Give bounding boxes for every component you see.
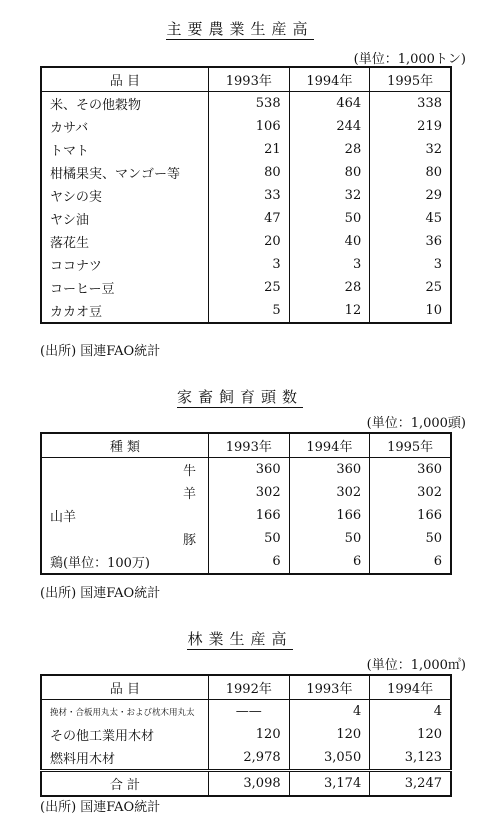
cell-value: 80 (289, 161, 370, 184)
table1-row (41, 253, 451, 276)
cell-value: 80 (370, 161, 451, 184)
cell-value: 12 (289, 299, 370, 323)
row-label: カカオ豆 (50, 305, 103, 320)
table3-header: 1992年 (209, 675, 290, 700)
table3-unit: (単位：1,000㎥) (366, 658, 466, 673)
table1 (40, 66, 452, 324)
cell-value: 120 (289, 723, 370, 746)
table1-header: 1995年 (370, 67, 451, 92)
cell-value: 29 (370, 184, 451, 207)
cell-value: 120 (209, 723, 290, 746)
row-label: 柑橘果実、マンゴー等 (50, 167, 181, 182)
cell-value: 80 (209, 161, 290, 184)
table2-header: 種 類 (41, 433, 209, 458)
row-label: 燃料用木材 (50, 752, 116, 767)
cell-value: 2,978 (209, 746, 290, 771)
cell-value: 25 (209, 276, 290, 299)
cell-value: 106 (209, 115, 290, 138)
cell-value: 4 (370, 700, 451, 724)
table3-header: 品 目 (41, 675, 209, 700)
table2-row (41, 504, 451, 527)
row-label: 豚 (182, 533, 196, 548)
cell-value: 360 (289, 458, 370, 482)
cell-value: 464 (289, 92, 370, 116)
table2-source: (出所) 国連FAO統計 (40, 586, 161, 601)
cell-value: 32 (289, 184, 370, 207)
table3-header: 1994年 (370, 675, 451, 700)
row-label: 挽材・合板用丸太・および枕木用丸太 (50, 707, 195, 718)
cell-value: 219 (370, 115, 451, 138)
row-label: コーヒー豆 (50, 282, 115, 297)
cell-value: 50 (370, 527, 451, 550)
cell-value: 28 (289, 276, 370, 299)
cell-value: 50 (289, 207, 370, 230)
cell-value: 3 (370, 253, 451, 276)
row-label: ヤシの実 (50, 190, 102, 205)
table3-row (41, 746, 451, 771)
row-label: トマト (50, 144, 90, 159)
row-label: 山羊 (50, 510, 77, 525)
cell-value: 28 (289, 138, 370, 161)
cell-value: 10 (370, 299, 451, 323)
table1-row (41, 276, 451, 299)
table1-row (41, 230, 451, 253)
table2-row (41, 550, 451, 574)
cell-value: 120 (370, 723, 451, 746)
row-label: ココナツ (50, 259, 102, 274)
cell-value: 538 (209, 92, 290, 116)
table1-row (41, 92, 451, 116)
cell-value: 32 (370, 138, 451, 161)
cell-value: 4 (289, 700, 370, 724)
table3-source: (出所) 国連FAO統計 (40, 800, 161, 815)
table2-header: 1995年 (370, 433, 451, 458)
table3-header: 1993年 (289, 675, 370, 700)
table3 (40, 674, 452, 797)
total-value: 3,174 (289, 771, 370, 797)
table1-row (41, 115, 451, 138)
table1-title: 主要農業生産高 (166, 20, 314, 38)
table1-row (41, 161, 451, 184)
table3-row (41, 723, 451, 746)
table2 (40, 432, 452, 575)
row-label: カサバ (50, 121, 89, 136)
cell-value: —— (209, 700, 290, 724)
table1-row (41, 138, 451, 161)
cell-value: 36 (370, 230, 451, 253)
table1-header: 1994年 (289, 67, 370, 92)
cell-value: 3,050 (289, 746, 370, 771)
cell-value: 45 (370, 207, 451, 230)
table2-row (41, 458, 451, 482)
table1-row (41, 299, 451, 323)
cell-value: 47 (209, 207, 290, 230)
row-label: 牛 (182, 464, 196, 479)
cell-value: 302 (289, 481, 370, 504)
cell-value: 25 (370, 276, 451, 299)
cell-value: 40 (289, 230, 370, 253)
total-value: 3,098 (209, 771, 290, 797)
row-label: 落花生 (50, 236, 90, 251)
cell-value: 302 (370, 481, 451, 504)
row-label: 鶏(単位：100万) (50, 556, 150, 571)
total-value: 3,247 (370, 771, 451, 797)
table3-row (41, 700, 451, 724)
cell-value: 33 (209, 184, 290, 207)
table1-row (41, 207, 451, 230)
table2-title: 家畜飼育頭数 (176, 388, 303, 406)
table2-unit: (単位：1,000頭) (366, 416, 466, 431)
cell-value: 302 (209, 481, 290, 504)
cell-value: 6 (209, 550, 290, 574)
table2-row (41, 527, 451, 550)
cell-value: 3,123 (370, 746, 451, 771)
table2-header: 1993年 (209, 433, 290, 458)
cell-value: 6 (370, 550, 451, 574)
cell-value: 166 (370, 504, 451, 527)
table3-title: 林業生産高 (187, 630, 293, 648)
row-label: 米、その他穀物 (50, 98, 142, 113)
cell-value: 5 (209, 299, 290, 323)
cell-value: 166 (289, 504, 370, 527)
table1-header: 品 目 (41, 67, 209, 92)
cell-value: 244 (289, 115, 370, 138)
cell-value: 50 (209, 527, 290, 550)
table1-unit: (単位：1,000トン) (353, 52, 466, 67)
cell-value: 3 (209, 253, 290, 276)
table2-header: 1994年 (289, 433, 370, 458)
cell-value: 338 (370, 92, 451, 116)
cell-value: 3 (289, 253, 370, 276)
table1-row (41, 184, 451, 207)
cell-value: 20 (209, 230, 290, 253)
cell-value: 50 (289, 527, 370, 550)
table2-row (41, 481, 451, 504)
total-label: 合 計 (41, 771, 209, 797)
row-label: ヤシ油 (50, 213, 89, 228)
cell-value: 6 (289, 550, 370, 574)
cell-value: 166 (209, 504, 290, 527)
row-label: 羊 (182, 487, 196, 502)
table3-total-row (41, 771, 451, 797)
cell-value: 360 (209, 458, 290, 482)
table1-header: 1993年 (209, 67, 290, 92)
table1-source: (出所) 国連FAO統計 (40, 344, 161, 359)
cell-value: 21 (209, 138, 290, 161)
row-label: その他工業用木材 (50, 729, 155, 744)
cell-value: 360 (370, 458, 451, 482)
